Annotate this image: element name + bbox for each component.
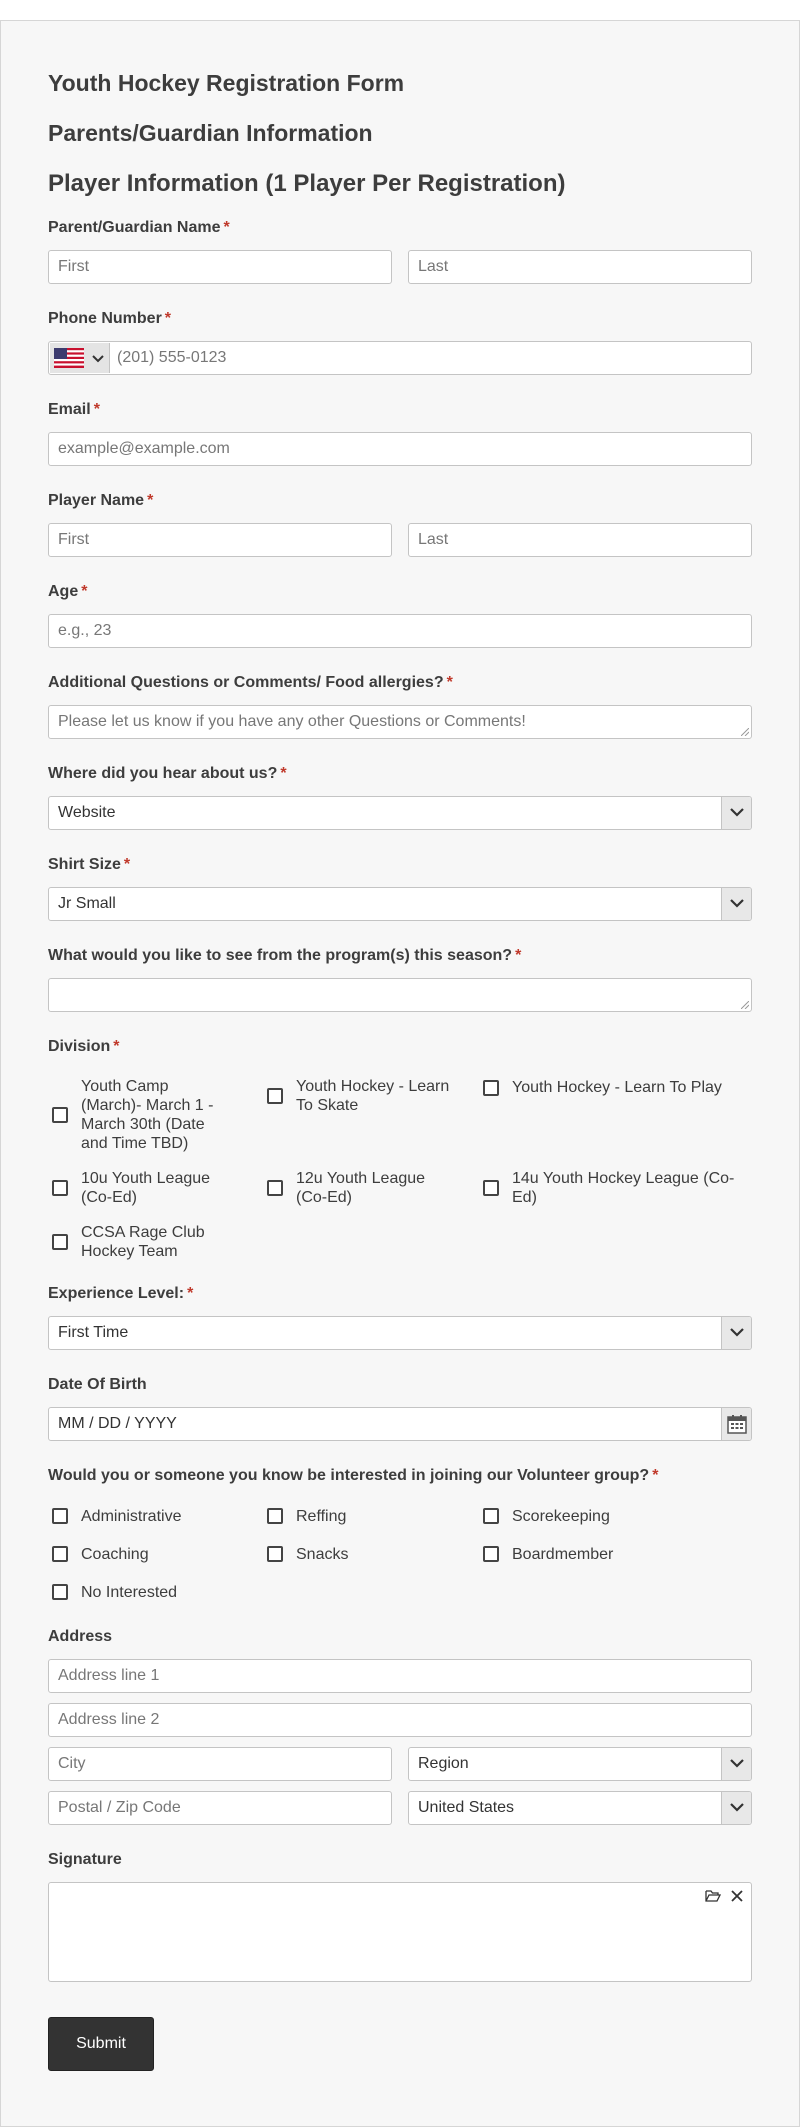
division-option-label: 10u Youth League (Co-Ed): [81, 1170, 211, 1206]
dob-label: Date Of Birth: [48, 1376, 147, 1393]
experience-select[interactable]: [48, 1316, 752, 1350]
division-option-label: Youth Hockey - Learn To Skate: [296, 1078, 450, 1114]
player-first-name-input[interactable]: First: [48, 523, 392, 557]
dob-placeholder: MM / DD / YYYY: [58, 1415, 177, 1432]
player-name-label: Player Name *: [48, 492, 154, 509]
country-code-dropdown[interactable]: [50, 343, 110, 373]
parent-first-name-input[interactable]: First: [48, 250, 392, 284]
select-arrow: [721, 1748, 751, 1780]
phone-label: Phone Number *: [48, 310, 172, 327]
comments-textarea[interactable]: [48, 705, 752, 739]
section-parents-heading: Parents/Guardian Information: [48, 120, 373, 146]
volunteer-checkbox[interactable]: [483, 1508, 499, 1524]
chevron-down-icon: [92, 355, 104, 363]
division-option-label: 14u Youth Hockey League (Co-Ed): [512, 1170, 735, 1206]
resize-handle-icon[interactable]: [741, 728, 749, 736]
postal-code-input[interactable]: Postal / Zip Code: [48, 1791, 392, 1825]
volunteer-checkbox[interactable]: [52, 1546, 68, 1562]
division-checkbox[interactable]: [52, 1180, 68, 1196]
signature-label: Signature: [48, 1851, 122, 1868]
division-checkbox[interactable]: [483, 1080, 499, 1096]
chevron-down-icon: [729, 1327, 745, 1339]
age-input[interactable]: e.g., 23: [48, 614, 752, 648]
parent-name-label: Parent/Guardian Name *: [48, 219, 230, 236]
experience-label: Experience Level: *: [48, 1285, 194, 1302]
address-line1-input[interactable]: Address line 1: [48, 1659, 752, 1693]
submit-button[interactable]: Submit: [48, 2017, 154, 2071]
experience-value: First Time: [58, 1324, 129, 1341]
division-checkbox[interactable]: [52, 1234, 68, 1250]
phone-input[interactable]: [48, 341, 752, 375]
player-last-name-input[interactable]: Last: [408, 523, 752, 557]
hear-about-select[interactable]: [48, 796, 752, 830]
city-input[interactable]: City: [48, 1747, 392, 1781]
select-arrow: [721, 1317, 751, 1349]
shirt-size-label: Shirt Size *: [48, 856, 131, 873]
volunteer-option-label: Scorekeeping: [512, 1508, 610, 1525]
volunteer-checkbox[interactable]: [267, 1546, 283, 1562]
country-select[interactable]: [408, 1791, 752, 1825]
select-arrow: [721, 797, 751, 829]
division-checkbox[interactable]: [483, 1180, 499, 1196]
age-label: Age *: [48, 583, 88, 600]
see-program-label: What would you like to see from the program(s) this season? *: [48, 947, 522, 964]
comments-label: Additional Questions or Comments/ Food allergies? *: [48, 674, 453, 691]
division-checkbox[interactable]: [52, 1107, 68, 1123]
volunteer-option-label: Reffing: [296, 1508, 347, 1525]
address-label: Address: [48, 1628, 113, 1645]
hear-about-label: Where did you hear about us? *: [48, 765, 287, 782]
parent-last-name-input[interactable]: Last: [408, 250, 752, 284]
chevron-down-icon: [729, 898, 745, 910]
see-program-textarea[interactable]: [48, 978, 752, 1012]
resize-handle-icon[interactable]: [741, 1001, 749, 1009]
section-player-heading: Player Information (1 Player Per Registration): [48, 170, 566, 197]
volunteer-checkbox[interactable]: [52, 1508, 68, 1524]
shirt-size-select[interactable]: [48, 887, 752, 921]
volunteer-option-label: Snacks: [296, 1546, 349, 1563]
folder-open-icon[interactable]: [705, 1889, 721, 1903]
division-option-label: Youth Hockey - Learn To Play: [512, 1079, 722, 1096]
country-value: United States: [418, 1799, 515, 1816]
select-arrow: [721, 1792, 751, 1824]
calendar-icon: [727, 1414, 747, 1434]
address-line2-input[interactable]: Address line 2: [48, 1703, 752, 1737]
division-checkbox[interactable]: [267, 1180, 283, 1196]
us-flag-icon: [54, 348, 84, 368]
region-select[interactable]: [408, 1747, 752, 1781]
email-label: Email *: [48, 401, 100, 418]
volunteer-checkbox[interactable]: [267, 1508, 283, 1524]
division-option-label: CCSA Rage Club Hockey Team: [81, 1224, 205, 1260]
division-option-label: Youth Camp (March)- March 1 - March 30th (Date and Time TBD): [81, 1078, 214, 1152]
volunteer-checkbox[interactable]: [483, 1546, 499, 1562]
region-value: Region: [418, 1755, 469, 1772]
volunteer-option-label: Boardmember: [512, 1546, 614, 1563]
volunteer-option-label: No Interested: [81, 1584, 178, 1601]
comments-placeholder: Please let us know if you have any other Questions or Comments!: [58, 713, 526, 730]
volunteer-option-label: Coaching: [81, 1546, 149, 1563]
close-icon[interactable]: [731, 1890, 743, 1902]
volunteer-label: Would you or someone you know be interested in joining our Volunteer group? *: [48, 1467, 659, 1484]
chevron-down-icon: [729, 807, 745, 819]
signature-pad[interactable]: [48, 1882, 752, 1982]
volunteer-checkbox[interactable]: [52, 1584, 68, 1600]
chevron-down-icon: [729, 1802, 745, 1814]
select-arrow: [721, 888, 751, 920]
form-title: Youth Hockey Registration Form: [48, 70, 405, 96]
dob-input[interactable]: [48, 1407, 752, 1441]
shirt-size-value: Jr Small: [58, 895, 116, 912]
division-checkbox[interactable]: [267, 1088, 283, 1104]
hear-about-value: Website: [58, 804, 116, 821]
volunteer-option-label: Administrative: [81, 1508, 182, 1525]
email-input[interactable]: example@example.com: [48, 432, 752, 466]
division-label: Division *: [48, 1038, 120, 1055]
division-option-label: 12u Youth League (Co-Ed): [296, 1170, 426, 1206]
chevron-down-icon: [729, 1758, 745, 1770]
calendar-button[interactable]: [721, 1408, 751, 1440]
phone-placeholder: (201) 555-0123: [117, 349, 227, 366]
